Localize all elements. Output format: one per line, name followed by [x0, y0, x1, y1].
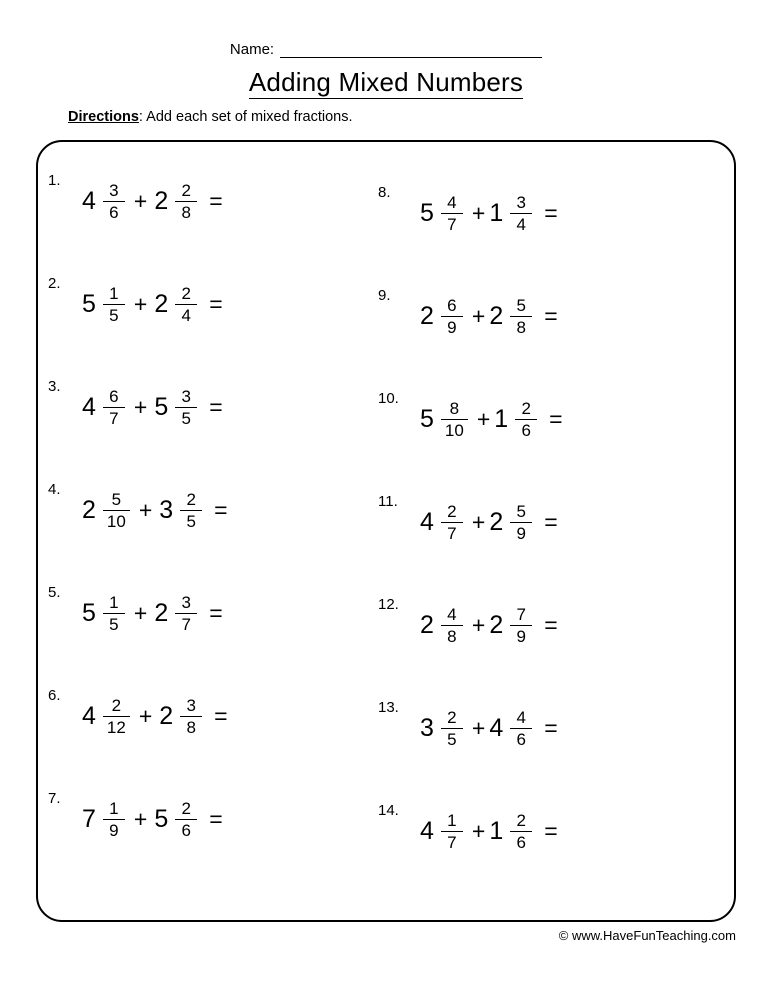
directions [68, 108, 353, 126]
problem-number: 13. [378, 699, 399, 716]
second-denominator: 4 [516, 215, 526, 235]
first-numerator: 3 [109, 180, 119, 200]
first-numerator: 2 [111, 695, 122, 715]
second-numerator: 5 [516, 295, 526, 315]
first-fraction [103, 593, 125, 635]
problem-number: 7. [48, 790, 61, 807]
problem-number: 1. [48, 172, 61, 189]
second-whole: 1 [489, 199, 504, 227]
first-denominator: 7 [109, 409, 119, 429]
first-fraction [441, 193, 463, 235]
plus-sign: + [133, 600, 148, 626]
first-fraction [441, 296, 463, 338]
second-numerator: 2 [186, 489, 196, 509]
equals-sign: = [544, 303, 558, 329]
second-denominator: 8 [186, 718, 196, 738]
problem-row [48, 356, 376, 459]
problem-expression [420, 502, 558, 544]
second-denominator: 4 [181, 306, 191, 326]
second-fraction [175, 593, 197, 635]
first-whole: 4 [82, 702, 96, 730]
first-denominator: 7 [447, 833, 457, 853]
problem-expression [82, 387, 223, 429]
problem-expression [420, 811, 558, 853]
second-fraction [175, 387, 197, 429]
problem-expression [82, 593, 223, 635]
second-whole: 2 [154, 290, 169, 318]
plus-sign: + [133, 806, 148, 832]
first-fraction [103, 490, 130, 532]
first-fraction [441, 502, 463, 544]
second-denominator: 7 [181, 615, 191, 635]
second-numerator: 2 [521, 398, 531, 418]
first-whole: 4 [420, 817, 434, 845]
first-whole: 7 [82, 805, 96, 833]
name-blank-line[interactable] [280, 42, 542, 58]
directions-text: : Add each set of mixed fractions. [138, 109, 353, 125]
plus-sign: + [471, 715, 486, 741]
problem-expression [420, 296, 558, 338]
second-numerator: 3 [181, 386, 191, 406]
first-numerator: 1 [109, 798, 119, 818]
first-numerator: 2 [447, 707, 457, 727]
second-numerator: 2 [181, 283, 191, 303]
first-whole: 5 [420, 199, 434, 227]
first-numerator: 6 [109, 386, 119, 406]
second-fraction [515, 399, 537, 441]
second-denominator: 8 [516, 318, 526, 338]
problem-number: 4. [48, 481, 61, 498]
second-whole: 4 [489, 714, 504, 742]
equals-sign: = [214, 703, 228, 729]
plus-sign: + [471, 303, 486, 329]
equals-sign: = [209, 600, 223, 626]
problem-expression [82, 696, 228, 738]
second-denominator: 9 [516, 524, 526, 544]
second-numerator: 2 [181, 798, 191, 818]
problem-row [48, 562, 376, 665]
second-fraction [175, 284, 197, 326]
problem-row [48, 768, 376, 871]
second-denominator: 6 [521, 421, 531, 441]
first-fraction [441, 605, 463, 647]
problem-number: 14. [378, 802, 399, 819]
problem-expression [82, 490, 228, 532]
first-fraction [103, 181, 125, 223]
first-numerator: 2 [447, 501, 457, 521]
first-whole: 4 [420, 508, 434, 536]
second-numerator: 2 [516, 810, 526, 830]
second-whole: 2 [489, 302, 504, 330]
equals-sign: = [544, 509, 558, 535]
second-numerator: 5 [516, 501, 526, 521]
equals-sign: = [544, 715, 558, 741]
first-numerator: 4 [447, 192, 457, 212]
problem-number: 3. [48, 378, 61, 395]
problem-expression [420, 399, 563, 441]
second-denominator: 8 [181, 203, 191, 223]
second-fraction [510, 811, 532, 853]
plus-sign: + [471, 612, 486, 638]
second-numerator: 3 [516, 192, 526, 212]
first-fraction [103, 387, 125, 429]
second-whole: 2 [154, 187, 169, 215]
second-fraction [510, 708, 532, 750]
second-whole: 1 [489, 817, 504, 845]
problem-row [378, 368, 736, 471]
problem-number: 9. [378, 287, 391, 304]
second-fraction [180, 490, 202, 532]
first-denominator: 5 [447, 730, 457, 750]
plus-sign: + [133, 394, 148, 420]
problem-number: 6. [48, 687, 61, 704]
first-fraction [441, 811, 463, 853]
first-whole: 2 [420, 611, 434, 639]
problem-row [48, 459, 376, 562]
problem-number: 5. [48, 584, 61, 601]
problem-expression [420, 193, 558, 235]
footer-credit: © www.HaveFunTeaching.com [558, 928, 736, 943]
second-denominator: 5 [186, 512, 196, 532]
name-row [0, 42, 772, 58]
name-label: Name: [229, 41, 275, 58]
directions-label: Directions [68, 109, 139, 125]
first-fraction [103, 284, 125, 326]
second-whole: 2 [159, 702, 174, 730]
first-denominator: 5 [109, 306, 119, 326]
problem-row [378, 780, 736, 883]
problem-expression [82, 799, 223, 841]
first-whole: 5 [82, 290, 96, 318]
plus-sign: + [138, 497, 153, 523]
problem-row [378, 677, 736, 780]
first-numerator: 1 [109, 283, 119, 303]
problem-expression [82, 284, 223, 326]
first-denominator: 7 [447, 215, 457, 235]
first-whole: 5 [82, 599, 96, 627]
problem-number: 2. [48, 275, 61, 292]
second-whole: 2 [489, 611, 504, 639]
first-numerator: 5 [111, 489, 122, 509]
equals-sign: = [549, 406, 563, 432]
equals-sign: = [544, 818, 558, 844]
first-numerator: 4 [447, 604, 457, 624]
second-numerator: 3 [186, 695, 196, 715]
first-whole: 5 [420, 405, 434, 433]
first-numerator: 1 [447, 810, 457, 830]
first-whole: 3 [420, 714, 434, 742]
equals-sign: = [209, 394, 223, 420]
second-fraction [175, 181, 197, 223]
first-whole: 2 [82, 496, 96, 524]
second-whole: 5 [154, 805, 169, 833]
first-denominator: 9 [109, 821, 119, 841]
first-whole: 4 [82, 393, 96, 421]
plus-sign: + [471, 509, 486, 535]
first-denominator: 6 [109, 203, 119, 223]
first-fraction [103, 696, 130, 738]
second-denominator: 5 [181, 409, 191, 429]
plus-sign: + [471, 200, 486, 226]
second-whole: 2 [489, 508, 504, 536]
problem-row [48, 665, 376, 768]
first-numerator: 1 [109, 592, 119, 612]
second-denominator: 6 [516, 730, 526, 750]
problem-row [378, 265, 736, 368]
problems-column-right [376, 150, 736, 920]
first-denominator: 10 [106, 512, 126, 532]
problems-columns [36, 150, 736, 920]
problem-number: 12. [378, 596, 399, 613]
problem-row [48, 150, 376, 253]
first-fraction [441, 708, 463, 750]
second-fraction [180, 696, 202, 738]
first-denominator: 10 [444, 421, 464, 441]
problem-row [378, 471, 736, 574]
second-whole: 2 [154, 599, 169, 627]
problems-column-left [36, 150, 376, 920]
problem-expression [420, 605, 558, 647]
second-numerator: 7 [516, 604, 526, 624]
second-fraction [510, 193, 532, 235]
first-denominator: 7 [447, 524, 457, 544]
problem-number: 8. [378, 184, 391, 201]
problem-row [48, 253, 376, 356]
equals-sign: = [214, 497, 228, 523]
first-fraction [103, 799, 125, 841]
second-denominator: 6 [516, 833, 526, 853]
first-denominator: 12 [106, 718, 126, 738]
first-denominator: 8 [447, 627, 457, 647]
second-numerator: 4 [516, 707, 526, 727]
plus-sign: + [138, 703, 153, 729]
page-title [0, 66, 772, 98]
first-denominator: 9 [447, 318, 457, 338]
second-fraction [510, 605, 532, 647]
problem-row [378, 574, 736, 677]
second-denominator: 9 [516, 627, 526, 647]
equals-sign: = [544, 612, 558, 638]
plus-sign: + [133, 291, 148, 317]
plus-sign: + [133, 188, 148, 214]
equals-sign: = [209, 188, 223, 214]
second-whole: 3 [159, 496, 174, 524]
second-numerator: 2 [181, 180, 191, 200]
equals-sign: = [544, 200, 558, 226]
problem-expression [82, 181, 223, 223]
equals-sign: = [209, 291, 223, 317]
second-whole: 5 [154, 393, 169, 421]
second-fraction [510, 502, 532, 544]
equals-sign: = [209, 806, 223, 832]
first-whole: 4 [82, 187, 96, 215]
first-numerator: 6 [447, 295, 457, 315]
plus-sign: + [471, 818, 486, 844]
problem-expression [420, 708, 558, 750]
problem-number: 10. [378, 390, 399, 407]
second-denominator: 6 [181, 821, 191, 841]
problem-row [378, 162, 736, 265]
first-fraction [441, 399, 468, 441]
page-title-text: Adding Mixed Numbers [248, 67, 524, 97]
first-denominator: 5 [109, 615, 119, 635]
second-fraction [510, 296, 532, 338]
second-numerator: 3 [181, 592, 191, 612]
first-numerator: 8 [449, 398, 460, 418]
problem-number: 11. [378, 493, 398, 510]
second-fraction [175, 799, 197, 841]
plus-sign: + [476, 406, 491, 432]
second-whole: 1 [494, 405, 509, 433]
first-whole: 2 [420, 302, 434, 330]
